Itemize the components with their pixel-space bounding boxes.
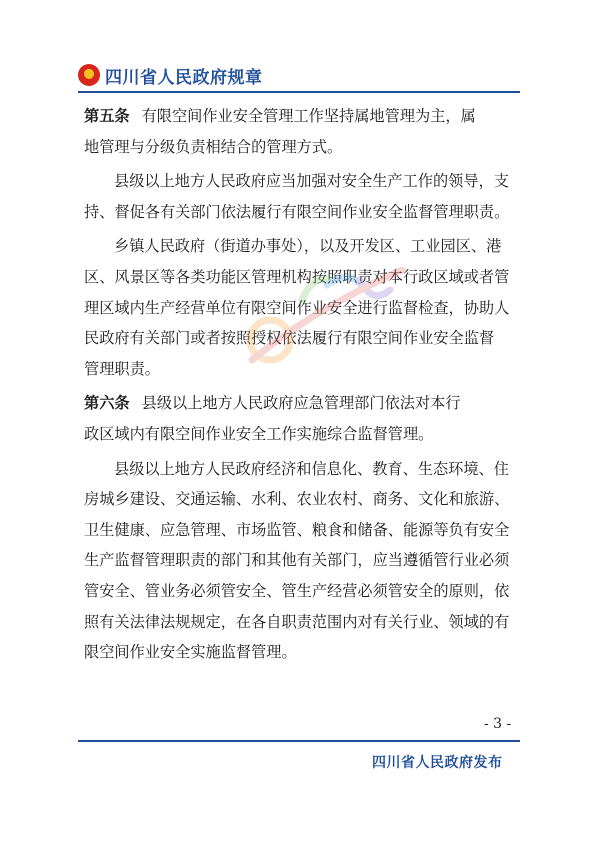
document-body — [84, 101, 521, 668]
page-number: - 3 - — [484, 716, 512, 732]
footer-divider — [78, 740, 520, 742]
article-5-label: 第五条 — [84, 107, 130, 125]
text-line: 县级以上地方人民政府经济和信息化、教育、生态环境、住 — [114, 459, 509, 478]
footer-publisher: 四川省人民政府发布 — [372, 755, 503, 771]
article-5 — [84, 101, 521, 384]
text-line: 房城乡建设、交通运输、水利、农业农村、商务、文化和旅游、 — [84, 490, 510, 509]
text-line: 有限空间作业安全管理工作坚持属地管理为主，属 — [141, 107, 476, 125]
text-line: 地管理与分级负责相结合的管理方式。 — [84, 137, 343, 156]
text-line: 县级以上地方人民政府应当加强对安全生产工作的领导，支 — [114, 172, 509, 191]
text-line: 政区域内有限空间作业安全工作实施综合监督管理。 — [84, 424, 434, 443]
text-line: 持、督促各有关部门依法履行有限空间作业安全监督管理职责。 — [84, 202, 510, 221]
article-6 — [84, 388, 521, 667]
text-line: 限空间作业安全实施监督管理。 — [84, 643, 297, 662]
text-line: 生产监督管理职责的部门和其他有关部门，应当遵循管行业必须 — [84, 551, 510, 570]
text-line: 理区域内生产经营单位有限空间作业安全进行监督检查，协助人 — [84, 298, 510, 317]
national-emblem-icon — [78, 64, 100, 86]
header-divider — [78, 91, 520, 93]
text-line: 照有关法律法规规定，在各自职责范围内对有关行业、领域的有 — [84, 612, 510, 631]
text-line: 乡镇人民政府（街道办事处），以及开发区、工业园区、港 — [114, 237, 502, 256]
document-header — [78, 62, 263, 88]
text-line: 管理职责。 — [84, 359, 160, 378]
text-line: 县级以上地方人民政府应急管理部门依法对本行 — [141, 394, 461, 413]
article-5-line-1 — [84, 101, 521, 132]
article-6-line-1 — [84, 388, 521, 419]
text-line: 民政府有关部门或者按照授权依法履行有限空间作业安全监督 — [84, 329, 495, 348]
article-6-label: 第六条 — [84, 394, 130, 413]
header-title: 四川省人民政府规章 — [105, 67, 263, 88]
text-line: 管安全、管业务必须管安全、管生产经营必须管安全的原则，依 — [84, 581, 510, 600]
text-line: 区、风景区等各类功能区管理机构按照职责对本行政区域或者管 — [84, 267, 510, 286]
text-line: 卫生健康、应急管理、市场监管、粮食和储备、能源等负有安全 — [84, 520, 510, 539]
